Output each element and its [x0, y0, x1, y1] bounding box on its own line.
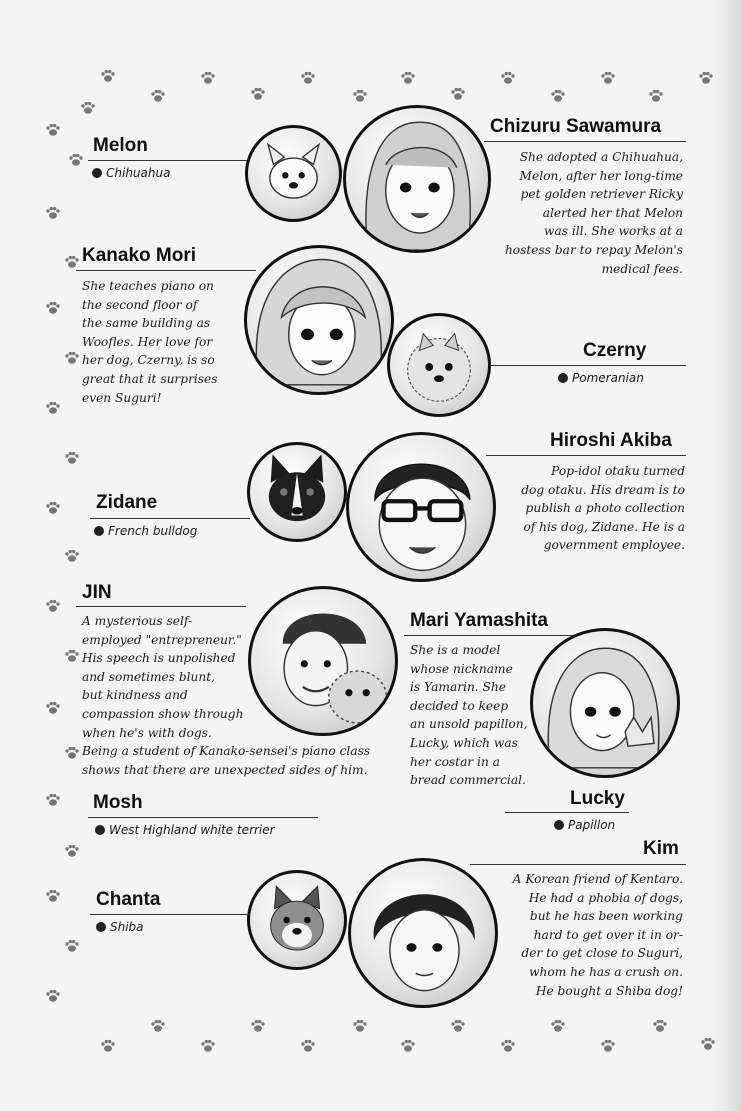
desc-line: the same building as: [82, 316, 211, 331]
paw-print-icon: [45, 888, 61, 902]
jin-name: JIN: [82, 582, 112, 603]
paw-print-icon: [450, 1018, 466, 1032]
paw-print-icon: [400, 70, 416, 84]
hiroshi-rule: [486, 455, 686, 456]
desc-line: dog otaku. His dream is to: [521, 482, 685, 497]
desc-line: She is a model: [410, 643, 501, 657]
chizuru-rule: [484, 141, 686, 142]
melon-rule: [88, 160, 248, 161]
paw-print-icon: [64, 843, 80, 857]
bullet-icon: [96, 922, 106, 932]
page-edge-shadow: [713, 0, 741, 1111]
desc-line: great that it surprises: [82, 371, 218, 386]
desc-line: She adopted a Chihuahua,: [519, 150, 683, 164]
kanako-portrait: [244, 245, 394, 395]
desc-line: medical fees.: [601, 261, 683, 276]
desc-line: government employee.: [543, 538, 685, 553]
lucky-name: Lucky: [570, 788, 625, 809]
czerny-name: Czerny: [583, 340, 647, 361]
mosh-name: Mosh: [93, 792, 143, 813]
paw-print-icon: [45, 792, 61, 806]
desc-line: of his dog, Zidane. He is a: [523, 519, 685, 534]
paw-print-icon: [400, 1038, 416, 1052]
jin-rule: [76, 606, 246, 607]
chanta-rule: [90, 914, 250, 915]
chanta-breed: Shiba: [96, 920, 144, 934]
bullet-icon: [94, 526, 104, 536]
paw-print-icon: [550, 88, 566, 102]
desc-line: whose nickname: [410, 661, 513, 676]
desc-line: was ill. She works at a: [544, 224, 683, 239]
desc-line: alerted her that Melon: [542, 205, 683, 220]
paw-print-icon: [652, 1018, 668, 1032]
chizuru-description: [453, 148, 683, 278]
desc-line: Melon, after her long-time: [519, 168, 683, 183]
kim-name: Kim: [643, 838, 679, 859]
melon-breed: Chihuahua: [92, 166, 170, 180]
paw-print-icon: [500, 1038, 516, 1052]
desc-line: her dog, Czerny, is so: [82, 353, 215, 368]
desc-line: but kindness and: [82, 688, 188, 703]
paw-print-icon: [200, 70, 216, 84]
paw-print-icon: [550, 1018, 566, 1032]
paw-print-icon: [64, 548, 80, 562]
paw-print-icon: [500, 70, 516, 84]
desc-line: shows that there are unexpected sides of him.: [82, 762, 368, 777]
kanako-description: [82, 277, 252, 407]
desc-line: Woofles. Her love for: [82, 334, 213, 349]
paw-print-icon: [45, 598, 61, 612]
bullet-icon: [558, 373, 568, 383]
mosh-breed: West Highland white terrier: [95, 823, 275, 837]
paw-print-icon: [100, 1038, 116, 1052]
desc-line: His speech is unpolished: [82, 651, 236, 666]
paw-print-icon: [45, 122, 61, 136]
zidane-name: Zidane: [96, 492, 158, 513]
paw-print-icon: [64, 450, 80, 464]
paw-print-icon: [698, 70, 714, 84]
desc-line: decided to keep: [410, 698, 509, 713]
desc-line: pet golden retriever Ricky: [520, 187, 683, 202]
paw-print-icon: [300, 1038, 316, 1052]
mari-portrait: [530, 628, 680, 778]
desc-line: hard to get over it in or-: [533, 927, 683, 942]
czerny-breed: Pomeranian: [558, 371, 644, 385]
paw-print-icon: [250, 86, 266, 100]
hiroshi-name: Hiroshi Akiba: [550, 430, 672, 451]
desc-line: She teaches piano on: [82, 279, 214, 293]
desc-line: bread commercial.: [410, 773, 526, 788]
paw-print-icon: [300, 70, 316, 84]
chizuru-name: Chizuru Sawamura: [490, 116, 662, 137]
paw-print-icon: [68, 152, 84, 166]
desc-line: employed "entrepreneur.": [82, 632, 242, 647]
chanta-name: Chanta: [96, 889, 161, 910]
czerny-rule: [490, 365, 686, 366]
paw-print-icon: [352, 88, 368, 102]
paw-print-icon: [45, 700, 61, 714]
paw-print-icon: [150, 1018, 166, 1032]
paw-print-icon: [700, 1036, 716, 1050]
kim-portrait: [348, 858, 498, 1008]
melon-name: Melon: [93, 135, 148, 156]
paw-print-icon: [64, 254, 80, 268]
desc-line: Pop-idol otaku turned: [551, 464, 685, 478]
desc-line: Being a student of Kanako-sensei's piano class: [82, 744, 371, 759]
mosh-rule: [88, 817, 318, 818]
bullet-icon: [554, 820, 564, 830]
kanako-name: Kanako Mori: [82, 245, 197, 266]
desc-line: the second floor of: [82, 297, 198, 312]
paw-print-icon: [64, 648, 80, 662]
zidane-rule: [90, 518, 250, 519]
paw-print-icon: [45, 988, 61, 1002]
paw-print-icon: [100, 68, 116, 82]
kim-rule: [470, 864, 686, 865]
kanako-rule: [76, 270, 256, 271]
zidane-breed: French bulldog: [94, 524, 197, 538]
desc-line: and sometimes blunt,: [82, 669, 216, 684]
paw-print-icon: [648, 88, 664, 102]
paw-print-icon: [450, 86, 466, 100]
czerny-portrait: [387, 313, 491, 417]
paw-print-icon: [600, 70, 616, 84]
paw-print-icon: [64, 938, 80, 952]
bullet-icon: [95, 825, 105, 835]
desc-line: He bought a Shiba dog!: [535, 983, 683, 998]
mari-description: [410, 641, 550, 790]
chanta-portrait: [247, 870, 347, 970]
paw-print-icon: [200, 1038, 216, 1052]
paw-print-icon: [45, 500, 61, 514]
paw-print-icon: [352, 1018, 368, 1032]
paw-print-icon: [64, 745, 80, 759]
paw-print-icon: [45, 400, 61, 414]
desc-line: der to get close to Suguri,: [521, 946, 683, 961]
desc-line: is Yamarin. She: [410, 680, 506, 695]
lucky-rule: [505, 812, 629, 813]
lucky-breed: Papillon: [554, 818, 615, 832]
hiroshi-portrait: [346, 432, 496, 582]
desc-line: whom he has a crush on.: [529, 964, 683, 979]
paw-print-icon: [64, 350, 80, 364]
desc-line: hostess bar to repay Melon's: [504, 242, 683, 257]
paw-print-icon: [600, 1038, 616, 1052]
jin-portrait: [248, 586, 398, 736]
bullet-icon: [92, 168, 102, 178]
desc-line: compassion show through: [82, 706, 244, 721]
desc-line: when he's with dogs.: [82, 725, 212, 740]
desc-line: He had a phobia of dogs,: [528, 890, 683, 905]
mari-name: Mari Yamashita: [410, 610, 549, 631]
desc-line: an unsold papillon,: [410, 717, 528, 732]
desc-line: A Korean friend of Kentaro.: [512, 872, 683, 886]
paw-print-icon: [45, 300, 61, 314]
desc-line: publish a photo collection: [525, 501, 685, 516]
zidane-portrait: [247, 442, 347, 542]
paw-print-icon: [80, 100, 96, 114]
desc-line: A mysterious self-: [82, 614, 193, 628]
paw-print-icon: [150, 88, 166, 102]
desc-line: even Suguri!: [82, 390, 162, 405]
melon-portrait: [245, 125, 342, 222]
paw-print-icon: [250, 1018, 266, 1032]
paw-print-icon: [45, 205, 61, 219]
desc-line: her costar in a: [410, 754, 500, 769]
desc-line: but he has been working: [529, 909, 683, 924]
desc-line: Lucky, which was: [410, 735, 518, 750]
